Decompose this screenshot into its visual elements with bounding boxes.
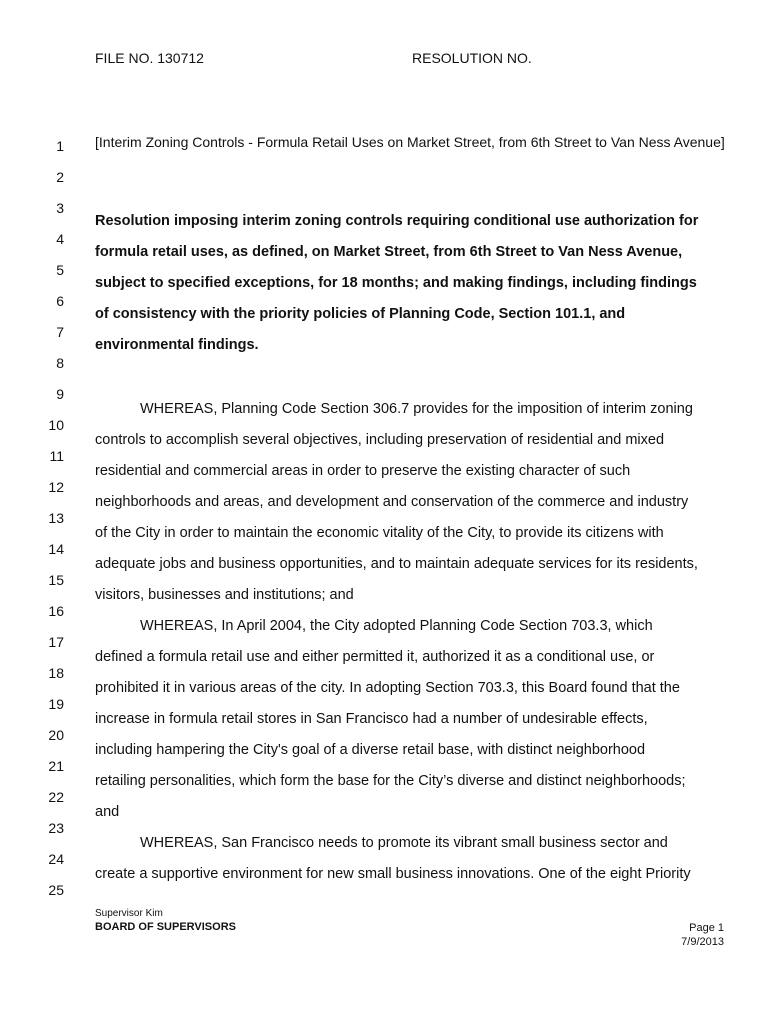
line-number: 2 [56,169,64,185]
line-number: 19 [48,696,64,712]
line-number: 17 [48,634,64,650]
body-line: residential and commercial areas in order to preserve the existing character of such [95,463,631,479]
body-line: WHEREAS, In April 2004, the City adopted Planning Code Section 703.3, which [140,618,653,634]
summary-line: environmental findings. [95,337,259,353]
line-number: 6 [56,293,64,309]
body-line: WHEREAS, Planning Code Section 306.7 provides for the imposition of interim zoning [140,401,693,417]
line-number: 23 [48,820,64,836]
body-line: WHEREAS, San Francisco needs to promote its vibrant small business sector and [140,835,668,851]
footer-page-number: Page 1 [689,922,724,934]
body-line: visitors, businesses and institutions; and [95,587,354,603]
line-number: 8 [56,355,64,371]
body-line: prohibited it in various areas of the city. In adopting Section 703.3, this Board found that the [95,680,680,696]
line-number: 10 [48,417,64,433]
body-line: and [95,804,120,820]
line-number: 16 [48,603,64,619]
line-number: 15 [48,572,64,588]
body-line: neighborhoods and areas, and development and conservation of the commerce and industry [95,494,689,510]
line-number: 18 [48,665,64,681]
line-number: 14 [48,541,64,557]
line-number: 7 [56,324,64,340]
body-line: of the City in order to maintain the economic vitality of the City, to provide its citizens with [95,525,664,541]
line-number: 24 [48,851,64,867]
body-line: increase in formula retail stores in San Francisco had a number of undesirable effects, [95,711,648,727]
line-number: 12 [48,479,64,495]
summary-line: subject to specified exceptions, for 18 months; and making findings, including findings [95,275,697,291]
file-number: FILE NO. 130712 [95,50,204,66]
body-line: create a supportive environment for new small business innovations. One of the eight Priority [95,866,691,882]
body-line: including hampering the City's goal of a diverse retail base, with distinct neighborhood [95,742,646,758]
footer-board: BOARD OF SUPERVISORS [95,921,236,933]
footer-sponsor: Supervisor Kim [95,908,163,919]
body-line: adequate jobs and business opportunities, and to maintain adequate services for its residents, [95,556,698,572]
body-line: controls to accomplish several objectives, including preservation of residential and mixed [95,432,665,448]
summary-line: formula retail uses, as defined, on Market Street, from 6th Street to Van Ness Avenue, [95,244,683,260]
line-number: 21 [48,758,64,774]
summary-line: Resolution imposing interim zoning controls requiring conditional use authorization for [95,213,699,229]
body-line: retailing personalities, which form the base for the City’s diverse and distinct neighborhoods; [95,773,686,789]
line-number: 5 [56,262,64,278]
summary-line: of consistency with the priority policies of Planning Code, Section 101.1, and [95,306,626,322]
line-number: 4 [56,231,64,247]
resolution-number: RESOLUTION NO. [412,50,532,66]
line-number: 22 [48,789,64,805]
line-number: 20 [48,727,64,743]
line-number: 11 [49,448,64,464]
resolution-caption: [Interim Zoning Controls - Formula Retail Uses on Market Street, from 6th Street to Van Ness Avenue] [95,134,725,150]
line-number: 9 [56,386,64,402]
line-number: 1 [56,138,64,154]
line-number: 13 [48,510,64,526]
line-number: 3 [56,200,64,216]
body-line: defined a formula retail use and either permitted it, authorized it as a conditional use, or [95,649,655,665]
footer-date: 7/9/2013 [681,936,724,948]
line-number: 25 [48,882,64,898]
